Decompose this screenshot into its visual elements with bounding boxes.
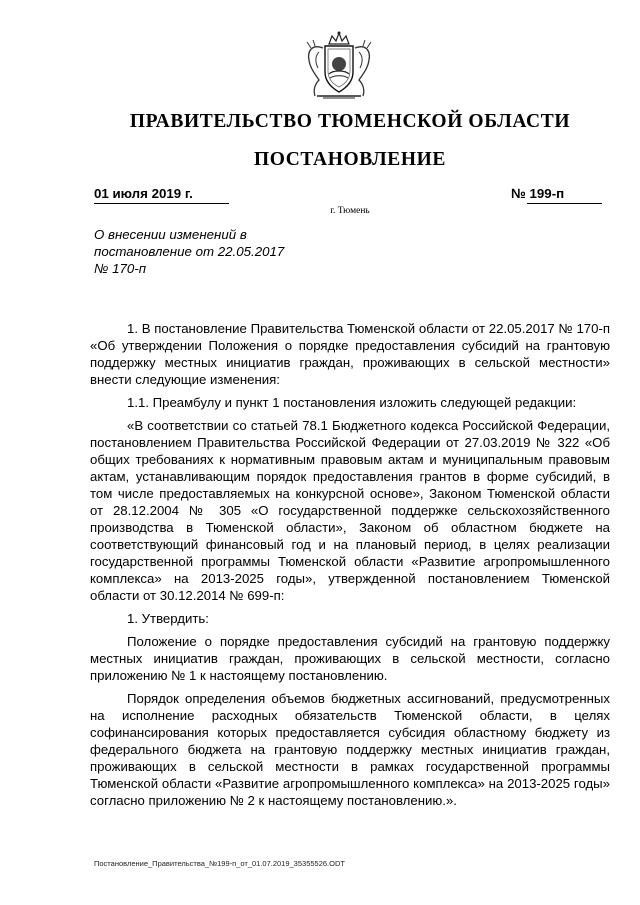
body-paragraph: 1. Утвердить:: [127, 611, 209, 626]
subject-line: О внесении изменений в: [94, 227, 247, 242]
document-number: № 199-п: [511, 186, 565, 201]
city: г. Тюмень: [330, 206, 370, 216]
body-paragraph: Положение о порядке предоставления субсидий на грантовую поддержку местных инициатив граждан, проживающих в сельской местности, согласно приложению № 1 к настоящему постановлению.: [90, 634, 610, 683]
subject-line: постановление от 22.05.2017: [94, 244, 285, 259]
body-paragraph: 1. В постановление Правительства Тюменской области от 22.05.2017 № 170-п «Об утверждении Положения о порядке предоставления субсидий на грантовую поддержку местных инициатив граждан, проживающих в сельской местности» внести следующие изменения:: [90, 321, 610, 387]
document-date: 01 июля 2019 г.: [94, 186, 193, 201]
body-paragraph: 1.1. Преамбулу и пункт 1 постановления изложить следующей редакции:: [127, 395, 577, 410]
body-paragraph: «В соответствии со статьей 78.1 Бюджетного кодекса Российской Федерации, постановлением Правительства Российской Федерации от 27.03.2019 № 322 «Об общих требованиях к нормативным правовым актам и муниципальным правовым актам, устанавливающим порядок предоставления грантов в форме субсидий, в том числе предоставляемых на конкурсной основе», Законом Тюменской области от 28.12.2004 № 305 «О государственной поддержке сельскохозяйственного производства в Тюменской области», Законом об областном бюджете на соответствующий финансовый год и на плановый период, в целях реализации государственной программы Тюменской области «Развитие агропромышленного комплекса» на 2013-2025 годы», утвержденной постановлением Тюменской области от 30.12.2014 № 699-п:: [90, 418, 610, 603]
tyumen-region-coat-of-arms-icon: [301, 30, 377, 102]
date-underline: [94, 203, 229, 204]
organization-title: ПРАВИТЕЛЬСТВО ТЮМЕНСКОЙ ОБЛАСТИ: [129, 111, 571, 132]
footer-filename: Постановление_Правительства_№199-п_от_01.07.2019_35355526.ODT: [94, 859, 345, 868]
body-paragraph: Порядок определения объемов бюджетных ассигнований, предусмотренных на исполнение расходных обязательств Тюменской области, в целях софинансирования которых предоставляется субсидия областному бюджету из федерального бюджета на грантовую поддержку местных инициатив граждан, проживающих в сельской местности в рамках государственной программы Тюменской области «Развитие агропромышленного комплекса» на 2013-2025 годы» согласно приложению № 2 к настоящему постановлению.».: [90, 691, 610, 808]
subject-line: № 170-п: [94, 261, 147, 276]
document-subject: [94, 226, 324, 277]
document-body: [90, 320, 610, 815]
number-underline: [527, 203, 602, 204]
document-type: ПОСТАНОВЛЕНИЕ: [253, 149, 447, 170]
